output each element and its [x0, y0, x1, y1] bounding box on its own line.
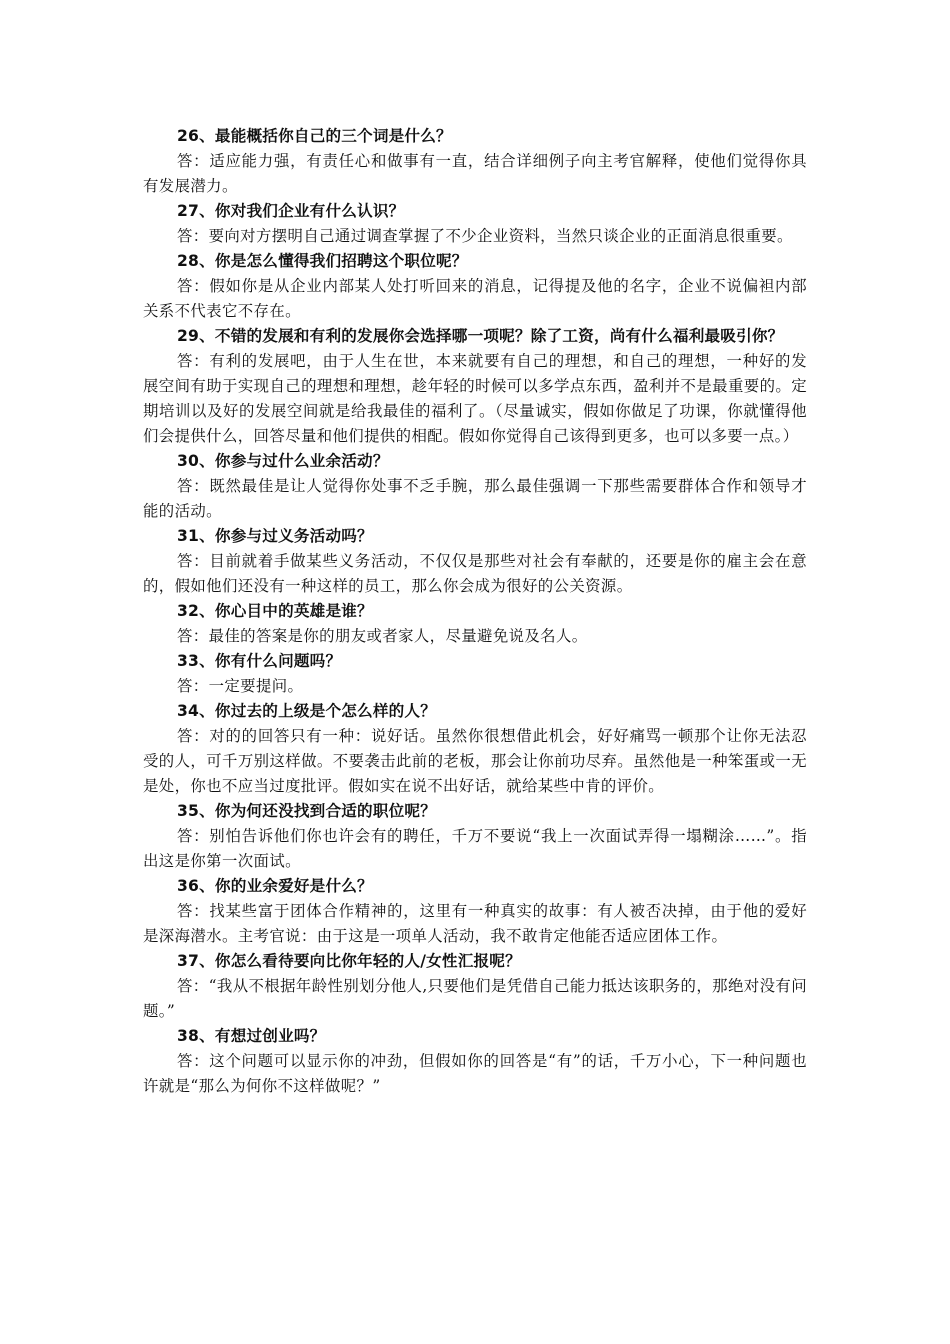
question-34: 34、你过去的上级是个怎么样的人？	[177, 702, 437, 720]
qa-item-34	[143, 699, 807, 799]
question-27: 27、你对我们企业有什么认识？	[177, 202, 405, 220]
answer-28: 答：假如你是从企业内部某人处打听回来的消息，记得提及他的名字，企业不说偏袒内部关系不代表它不存在。	[143, 277, 807, 320]
qa-item-38	[143, 1024, 807, 1099]
answer-26: 答：适应能力强，有责任心和做事有一直，结合详细例子向主考官解释，使他们觉得你具有发展潜力。	[143, 152, 807, 195]
answer-30: 答：既然最佳是让人觉得你处事不乏手腕，那么最佳强调一下那些需要群体合作和领导才能的活动。	[143, 477, 807, 520]
question-32: 32、你心目中的英雄是谁？	[177, 602, 373, 620]
answer-37: 答：“我从不根据年龄性别划分他人,只要他们是凭借自己能力抵达该职务的，那绝对没有问题。”	[143, 977, 807, 1020]
qa-item-30	[143, 449, 807, 524]
question-31: 31、你参与过义务活动吗？	[177, 527, 373, 545]
answer-36: 答：找某些富于团体合作精神的，这里有一种真实的故事：有人被否决掉，由于他的爱好是深海潜水。主考官说：由于这是一项单人活动，我不敢肯定他能否适应团体工作。	[143, 902, 807, 945]
question-35: 35、你为何还没找到合适的职位呢？	[177, 802, 437, 820]
question-28: 28、你是怎么懂得我们招聘这个职位呢？	[177, 252, 468, 270]
qa-item-36	[143, 874, 807, 949]
question-29: 29、不错的发展和有利的发展你会选择哪一项呢？除了工资，尚有什么福利最吸引你？	[177, 327, 784, 345]
qa-item-35	[143, 799, 807, 874]
question-36: 36、你的业余爱好是什么？	[177, 877, 373, 895]
answer-38: 答：这个问题可以显示你的冲劲，但假如你的回答是“有”的话，千万小心，下一种问题也许就是“那么为何你不这样做呢？”	[143, 1052, 807, 1095]
qa-item-29	[143, 324, 807, 449]
qa-item-31	[143, 524, 807, 599]
document-page	[143, 124, 807, 1099]
question-30: 30、你参与过什么业余活动？	[177, 452, 389, 470]
answer-29: 答：有利的发展吧，由于人生在世，本来就要有自己的理想，和自己的理想，一种好的发展空间有助于实现自己的理想和理想，趁年轻的时候可以多学点东西，盈利并不是最重要的。定期培训以及好的发展空间就是给我最佳的福利了。（尽量诚实，假如你做足了功课，你就懂得他们会提供什么，回答尽量和他们提供的相配。假如你觉得自己该得到更多，也可以多要一点。）	[143, 352, 807, 445]
answer-34: 答：对的的回答只有一种：说好话。虽然你很想借此机会，好好痛骂一顿那个让你无法忍受的人，可千万别这样做。不要袭击此前的老板，那会让你前功尽弃。虽然他是一种笨蛋或一无是处，你也不应当过度批评。假如实在说不出好话，就给某些中肯的评价。	[143, 727, 807, 795]
question-38: 38、有想过创业吗？	[177, 1027, 326, 1045]
qa-item-33	[143, 649, 807, 699]
qa-item-28	[143, 249, 807, 324]
qa-item-32	[143, 599, 807, 649]
question-26: 26、最能概括你自己的三个词是什么？	[177, 127, 452, 145]
answer-27: 答：要向对方摆明自己通过调查掌握了不少企业资料，当然只谈企业的正面消息很重要。	[177, 227, 793, 245]
question-33: 33、你有什么问题吗？	[177, 652, 342, 670]
answer-32: 答：最佳的答案是你的朋友或者家人，尽量避免说及名人。	[177, 627, 588, 645]
answer-31: 答：目前就着手做某些义务活动，不仅仅是那些对社会有奉献的，还要是你的雇主会在意的，假如他们还没有一种这样的员工，那么你会成为很好的公关资源。	[143, 552, 807, 595]
question-37: 37、你怎么看待要向比你年轻的人/女性汇报呢？	[177, 952, 521, 970]
qa-item-26	[143, 124, 807, 199]
answer-33: 答：一定要提问。	[177, 677, 304, 695]
qa-item-37	[143, 949, 807, 1024]
qa-item-27	[143, 199, 807, 249]
answer-35: 答：别怕告诉他们你也许会有的聘任，千万不要说“我上一次面试弄得一塌糊涂……”。指出这是你第一次面试。	[143, 827, 807, 870]
